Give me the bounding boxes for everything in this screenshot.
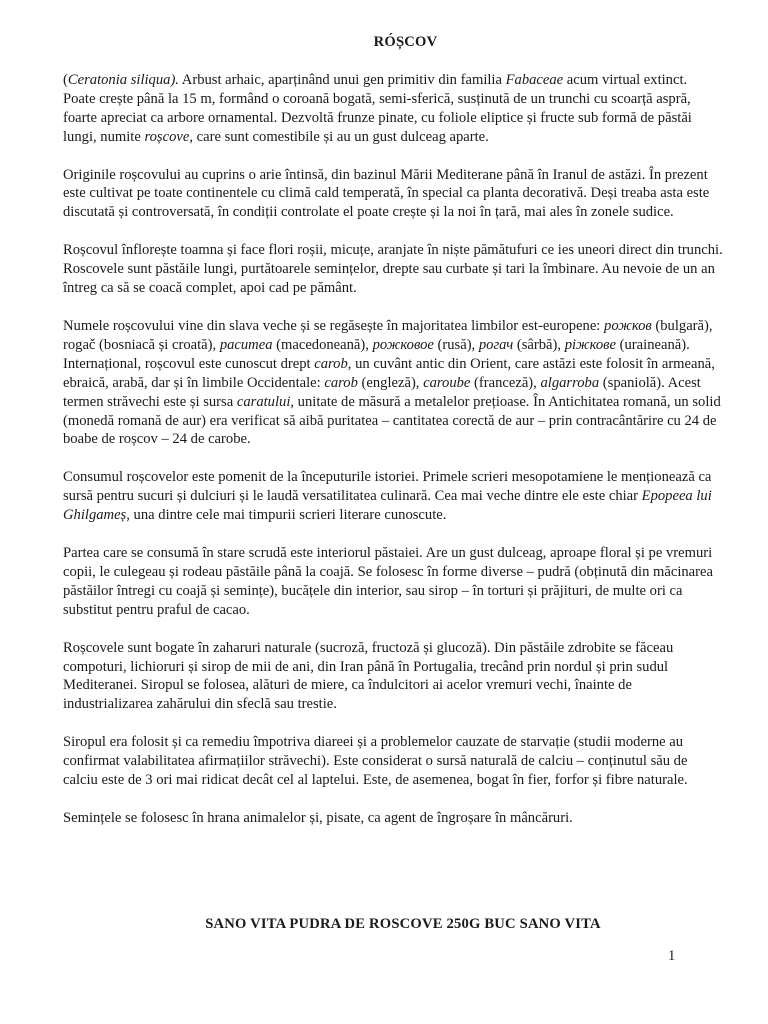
text-run: Numele roșcovului vine din slava veche și se regăsește în majoritatea limbilor est-europene: <box>63 317 605 334</box>
paragraph <box>63 544 723 620</box>
italic-text-run: roșcove <box>144 128 190 145</box>
italic-text-run: рожков <box>604 317 652 334</box>
paragraph <box>63 468 723 525</box>
italic-text-run: Epopeea lui Ghilgameș <box>63 488 712 524</box>
text-run: (uraineană). Internațional, roșcovul este cunoscut drept <box>63 336 690 372</box>
text-run: (spaniolă). Acest termen străvechi este și sursa <box>63 374 701 410</box>
italic-text-run: algarroba <box>540 374 600 391</box>
text-run: (engleză), <box>357 374 424 391</box>
text-run: , una dintre cele mai timpurii scrieri literare cunoscute. <box>126 507 447 524</box>
text-run: Consumul roșcovelor este pomenit de la începuturile istoriei. Primele scrieri mesopotamiene le menționează ca sursă pentru sucuri și dulciuri și le laudă versatilitatea culinară. Cea mai veche dintre ele este chiar <box>63 469 712 505</box>
text-run: Roșcovul înflorește toamna și face flori roșii, micuțe, aranjate în niște pămătufuri ce ies uneori direct din trunchi. Roscovele sunt păstăile lungi, purtătoarele semințelor, drepte sau curbate și tari la îmbinare. Au nevoie de un an întreg ca să se coacă complet, apoi cad pe pământ. <box>63 242 723 297</box>
italic-text-run: ріжкове <box>564 336 616 353</box>
italic-text-run: carob <box>324 374 358 391</box>
italic-text-run: рожковое <box>372 336 434 353</box>
text-run: , un cuvânt antic din Orient, care astăzi este folosit în armeană, ebraică, arabă, dar și în limbile Occidentale: <box>63 355 715 391</box>
product-heading: SANO VITA PUDRA DE ROSCOVE 250G BUC SANO VITA <box>205 916 601 932</box>
paragraph <box>63 166 723 223</box>
italic-text-run: Ceratonia siliqua). <box>67 71 179 88</box>
text-run: ( <box>63 71 68 88</box>
text-run: Originile roșcovului au cuprins o arie întinsă, din bazinul Mării Mediterane până în Iranul de astăzi. În prezent este cultivat pe toate continentele cu climă cald temperată, în special ca planta decorativă. Deși treaba asta este discutată și controversată, în condiții controlate el poate crește și la noi în țară, mai ales în zonele sudice. <box>63 166 710 221</box>
document-title: RÓȘCOV <box>373 34 438 50</box>
paragraph <box>63 639 723 715</box>
text-run: , care sunt comestibile și au un gust dulceag aparte. <box>189 128 489 145</box>
italic-text-run: рогач <box>478 336 514 353</box>
italic-text-run: caratului <box>236 393 291 410</box>
text-run: Roșcovele sunt bogate în zaharuri naturale (sucroză, fructoză și glucoză). Din păstăile zdrobite se făceau compoturi, lichioruri și sirop de mii de ani, din Iran până în Portugalia, trecând prin nordul și prin sudul Mediteranei. Siropul se folosea, alături de miere, ca îndulcitori ai acelor vremuri vechi, înainte de industrializarea zahărului din sfeclă sau trestie. <box>63 639 674 713</box>
document-body <box>63 71 723 828</box>
text-run: (rusă), <box>433 336 479 353</box>
italic-text-run: caroube <box>423 374 471 391</box>
italic-text-run: рacuтea <box>219 336 273 353</box>
paragraph <box>63 241 723 298</box>
text-run: (bulgară), rogač (bosniacă și croată), <box>63 317 713 353</box>
text-run: (franceză), <box>470 374 541 391</box>
text-run: Partea care se consumă în stare scrudă este interiorul păstaiei. Are un gust dulceag, aproape floral și pe vremuri copii, le culegeau și rodeau păstăile până la coajă. Se folosesc în forme diverse – pudră (obținută din măcinarea păstăilor întregi cu coajă și semințe), bucățele din interior, sau sirop – în torturi și prăjituri, de multe ori ca substitut pentru praful de cacao. <box>63 545 713 618</box>
italic-text-run: carob <box>314 355 348 372</box>
paragraph <box>63 733 723 790</box>
page-number: 1 <box>668 948 676 964</box>
document-page <box>63 33 723 847</box>
text-run: , unitate de măsură a metalelor prețioase. În Antichitatea romană, un solid (monedă romană de aur) era verificat să aibă puritatea – cantitatea corectă de aur – prin contracântărire cu 24 de boabe de roșcov – 24 de carobe. <box>63 393 721 448</box>
text-run: (macedoneană), <box>272 336 373 353</box>
paragraph <box>63 809 723 828</box>
italic-text-run: Fabaceae <box>505 71 564 88</box>
text-run: acum virtual extinct. Poate crește până la 15 m, formând o coroană bogată, semi-sferică, susținută de un trunchi cu scoarță aspră, foarte apreciat ca arbore ornamental. Dezvoltă frunze pinate, cu foliole eliptice și fructe sub formă de păstăi lungi, numite <box>63 71 692 145</box>
text-run: Semințele se folosesc în hrana animalelor și, pisate, ca agent de îngroșare în mâncăruri. <box>63 810 573 826</box>
paragraph <box>63 71 723 147</box>
text-run: Arbust arhaic, aparținând unui gen primitiv din familia <box>178 71 506 88</box>
text-run: (sârbă), <box>513 336 565 353</box>
text-run: Siropul era folosit și ca remediu împotriva diareei și a problemelor cauzate de starvație (studii moderne au confirmat valabilitatea afirmațiilor străvechi). Este considerat o sursă naturală de calciu – conținutul său de calciu este de 3 ori mai ridicat decât cel al laptelui. Este, de asemenea, bogat în fier, forfor și fibre naturale. <box>63 734 688 789</box>
paragraph <box>63 317 723 449</box>
